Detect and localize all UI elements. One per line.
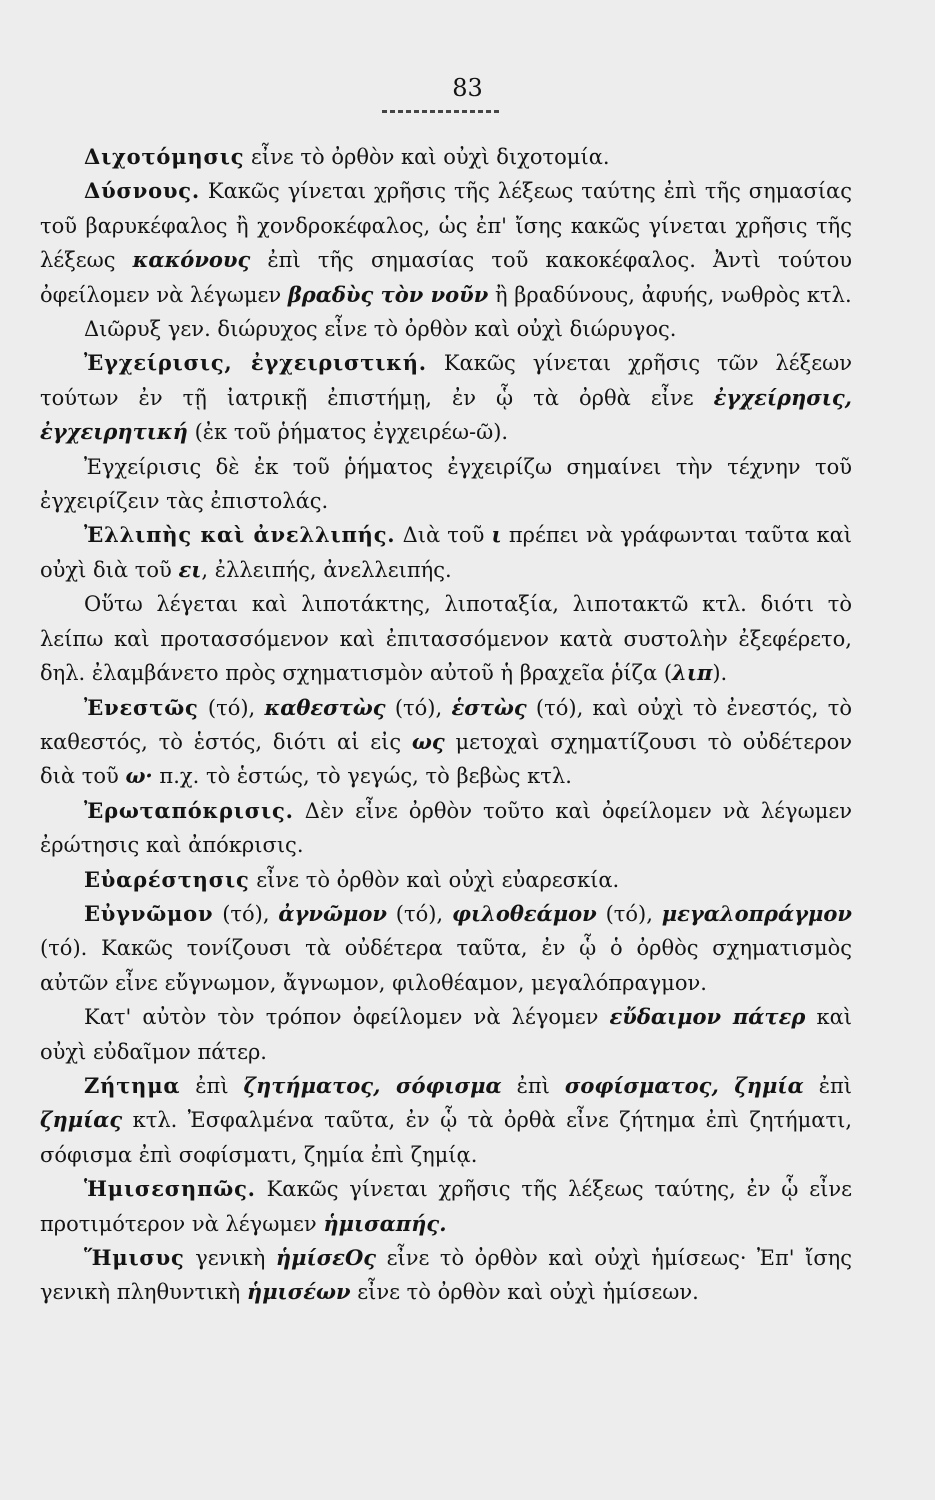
emphasized-term: καθεστὼς xyxy=(264,694,386,720)
entry-paragraph xyxy=(40,1241,852,1310)
entry-headword: Ἐγχείρισις, ἐγχειριστική. xyxy=(84,350,427,376)
entry-paragraph xyxy=(40,518,852,587)
emphasized-term: ει xyxy=(178,556,202,582)
entry-text: (τό), xyxy=(198,695,265,720)
entry-text: πρέπει νὰ γράφωνται ταῦτα καὶ οὐχὶ διὰ τοῦ xyxy=(40,523,852,582)
entry-paragraph xyxy=(40,587,852,690)
entry-paragraph xyxy=(40,312,852,346)
entry-text: ἐπὶ xyxy=(803,1073,853,1098)
emphasized-term: ἡμισαπής. xyxy=(323,1210,447,1236)
emphasized-term: βραδὺς τὸν νοῦν xyxy=(287,281,489,307)
entry-text: ). xyxy=(712,661,728,686)
entry-paragraph xyxy=(40,1069,852,1172)
entry-text: Κακῶς γίνεται χρῆσις τῆς λέξεως ταύτης ἐπὶ τῆς σημασίας τοῦ βαρυκέφαλος ἢ χονδροκέφαλος, ὡς ἐπ' ἴσης κακῶς γίνεται χρῆσις τῆς λέξεως xyxy=(40,179,852,273)
entry-text: Ἐγχείρισις δὲ ἐκ τοῦ ῥήματος ἐγχειρίζω σημαίνει τὴν τέχνην τοῦ ἐγχειρίζειν τὰς ἐπιστολάς. xyxy=(40,454,852,514)
emphasized-term: ἡμίσεΟς xyxy=(275,1245,377,1270)
emphasized-term: φιλοθεάμον xyxy=(451,900,597,926)
page-body xyxy=(40,140,852,1310)
entry-text: Δὲν εἶνε ὀρθὸν τοῦτο καὶ ὀφείλομεν νὰ λέγωμεν ἐρώτησις καὶ ἀπόκρισις. xyxy=(40,798,852,858)
entry-paragraph xyxy=(40,1172,852,1241)
entry-headword: Ἐρωταπόκρισις. xyxy=(84,797,294,823)
entry-paragraph xyxy=(40,140,852,174)
page-number-wavy-rule xyxy=(382,110,500,113)
entry-headword: Διχοτόμησις xyxy=(84,144,245,169)
entry-text: ἐπὶ xyxy=(180,1073,244,1098)
emphasized-term: μεγαλοπράγμον xyxy=(661,900,852,926)
emphasized-term: ἐγχείρησις, ἐγχειρητική xyxy=(40,384,852,445)
emphasized-term: ἀγνῶμον xyxy=(278,900,387,926)
entry-text: μετοχαὶ σχηματίζουσι τὸ οὐδέτερον διὰ τοῦ xyxy=(40,729,852,789)
entry-text: , ἐλλειπής, ἀνελλειπής. xyxy=(201,557,452,582)
emphasized-term: ι xyxy=(491,522,502,548)
entry-text: (τό), xyxy=(213,901,279,926)
emphasized-term: ἡμισέων xyxy=(246,1279,351,1305)
entry-text: εἶνε τὸ ὀρθὸν καὶ οὐχὶ ἡμίσεως· Ἐπ' ἴσης γενικὴ πληθυντικὴ xyxy=(40,1246,852,1305)
emphasized-term: λιπ xyxy=(672,660,713,686)
entry-paragraph xyxy=(40,450,852,519)
emphasized-term: ως xyxy=(411,728,445,754)
emphasized-term: εὔδαιμον πάτερ xyxy=(609,1004,806,1030)
entry-text: Κακῶς γίνεται χρῆσις τῶν λέξεων τούτων ἐν τῇ ἰατρικῇ ἐπιστήμῃ, ἐν ᾧ τὰ ὀρθὰ εἶνε xyxy=(40,351,852,410)
entry-text: π.χ. τὸ ἑστώς, τὸ γεγώς, τὸ βεβὼς κτλ. xyxy=(152,764,572,789)
entry-headword: Εὐγνῶμον xyxy=(84,900,214,926)
entry-paragraph xyxy=(40,897,852,1000)
entry-headword: Ἐλλιπὴς καὶ ἀνελλιπής. xyxy=(84,522,396,548)
emphasized-term: ω· xyxy=(125,763,153,789)
entry-text: ἐπὶ τῆς σημασίας τοῦ κακοκέφαλος. Ἀντὶ τούτου ὀφείλομεν νὰ λέγωμεν xyxy=(40,248,852,307)
entry-paragraph xyxy=(40,794,852,863)
entry-text: ἐπὶ xyxy=(501,1073,565,1098)
emphasized-term: σοφίσματος, ζημία xyxy=(564,1072,804,1098)
entry-paragraph xyxy=(40,174,852,312)
entry-text: εἶνε τὸ ὀρθὸν καὶ οὐχὶ εὐαρεσκία. xyxy=(249,867,620,892)
entry-paragraph xyxy=(40,691,852,794)
entry-text: Διῶρυξ γεν. διώρυχος εἶνε τὸ ὀρθὸν καὶ οὐχὶ διώρυγος. xyxy=(84,317,677,342)
entry-text: κτλ. Ἐσφαλμένα ταῦτα, ἐν ᾧ τὰ ὀρθὰ εἶνε ζήτημα ἐπὶ ζητήματι, σόφισμα ἐπὶ σοφίσματι, ζημία ἐπὶ ζημίᾳ. xyxy=(40,1108,852,1167)
entry-text: Οὕτω λέγεται καὶ λιποτάκτης, λιποταξία, λιποτακτῶ κτλ. διότι τὸ λείπω καὶ προτασσόμενον καὶ ἐπιτασσόμενον κατὰ συστολὴν ἐξεφέρετο, δηλ. ἐλαμβάνετο πρὸς σχηματισμὸν αὐτοῦ ἡ βραχεῖα ῥίζα ( xyxy=(40,592,852,686)
emphasized-term: ἑστὼς xyxy=(451,694,527,720)
entry-text: Κακῶς γίνεται χρῆσις τῆς λέξεως ταύτης, ἐν ᾧ εἶνε προτιμότερον νὰ λέγωμεν xyxy=(40,1177,852,1236)
page-number: 83 xyxy=(452,74,483,102)
entry-headword: Ζήτημα xyxy=(84,1072,181,1098)
entry-headword: Ἥμισυς xyxy=(84,1245,185,1270)
emphasized-term: ζημίας xyxy=(40,1107,123,1133)
emphasized-term: ζητήματος, σόφισμα xyxy=(243,1072,502,1098)
entry-paragraph xyxy=(40,863,852,897)
emphasized-term: κακόνους xyxy=(132,247,251,273)
entry-headword: Εὐαρέστησις xyxy=(84,866,250,892)
entry-text: (τό), xyxy=(385,695,452,720)
entry-text: (τό), xyxy=(386,901,452,926)
entry-text: γενικὴ xyxy=(184,1246,276,1270)
entry-text: (τό). Κακῶς τονίζουσι τὰ οὐδέτερα ταῦτα, ἐν ᾧ ὁ ὀρθὸς σχηματισμὸς αὐτῶν εἶνε εὔγνωμον, ἄγνωμον, φιλοθέαμον, μεγαλόπραγμον. xyxy=(40,936,852,995)
entry-headword: Ἡμισεσηπῶς. xyxy=(84,1176,256,1202)
entry-text: καὶ οὐχὶ εὐδαῖμον πάτερ. xyxy=(40,1005,852,1064)
entry-text: (τό), xyxy=(596,901,662,926)
entry-text: ἢ βραδύνους, ἀφυής, νωθρὸς κτλ. xyxy=(488,282,852,307)
entry-paragraph xyxy=(40,346,852,449)
entry-text: (ἐκ τοῦ ῥήματος ἐγχειρέω-ῶ). xyxy=(187,420,509,445)
entry-text: Κατ' αὐτὸν τὸν τρόπον ὀφείλομεν νὰ λέγομεν xyxy=(84,1005,610,1030)
entry-headword: Δύσνους. xyxy=(84,178,200,204)
entry-text: εἶνε τὸ ὀρθὸν καὶ οὐχὶ ἡμίσεων. xyxy=(350,1280,699,1305)
entry-text: (τό), καὶ οὐχὶ τὸ ἐνεστός, τὸ καθεστός, τὸ ἑστός, διότι αἱ εἰς xyxy=(40,695,852,754)
entry-text: εἶνε τὸ ὀρθὸν καὶ οὐχὶ διχοτομία. xyxy=(244,145,610,169)
entry-paragraph xyxy=(40,1000,852,1069)
entry-headword: Ἐνεστῶς xyxy=(84,694,199,720)
entry-text: Διὰ τοῦ xyxy=(395,523,492,548)
